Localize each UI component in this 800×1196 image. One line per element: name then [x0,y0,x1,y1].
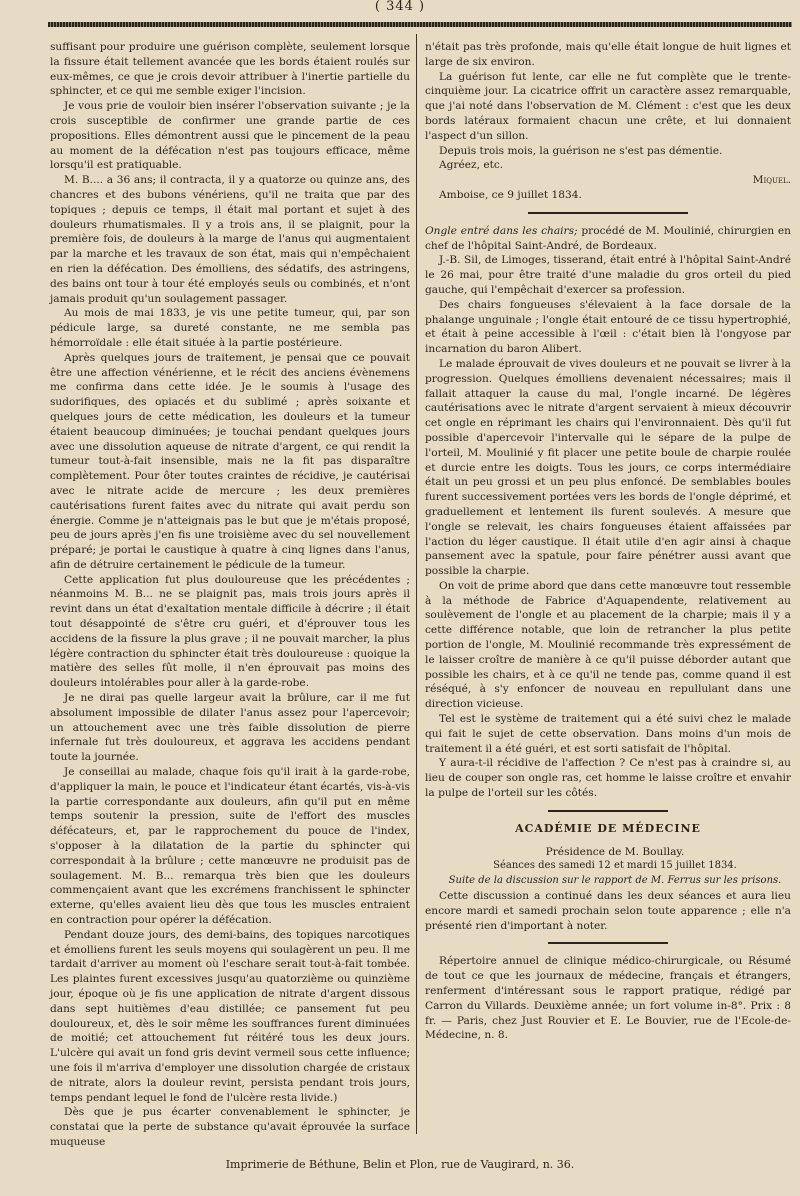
paragraph: Y aura-t-il récidive de l'affection ? Ce n'est pas à craindre si, au lieu de couper son ongle ras, cet homme le laisse croître et envahir la pulpe de l'orteil sur les côtés. [425,757,791,800]
paragraph: M. B.... a 36 ans; il contracta, il y a quatorze ou quinze ans, des chancres et des bubons vénériens, qu'il ne traita que par des topiques ; depuis ce temps, il était mal portant et sujet à des douleurs rhumatismales. Il y a trois ans, il se plaignit, pour la première fois, de douleurs à la marge de l'anus qui augmentaient par la marche et les travaux de son état, mais qui n'empêchaient en rien la défécation. Des émolliens, des sédatifs, des astringens, des bains ont tour à tour été employés seuls ou combinés, et n'ont jamais produit qu'un soulagement passager. [50,174,410,305]
column-divider [416,34,417,1134]
page-number: ( 344 ) [374,0,426,14]
paragraph: Pendant douze jours, des demi-bains, des topiques narcotiques et émolliens furent les seuls moyens qui soulagèrent un peu. Il me tardait d'arriver au moment où l'eschare serait tout-à-fait tombée. Les plaintes furent excessives jusqu'au quatorzième ou quinzième jour, époque où je fis une application de nitrate d'argent dissous dans sept huitièmes d'eau distillée; ce pansement fut peu douloureux, et, dès le soir même les souffrances furent diminuées de moitié; cet attouchement fut réitéré tous les deux jours. L'ulcère qui avait un fond gris devint vermeil sous cette influence; une fois il m'arriva d'employer une dissolution chargée de cristaux de nitrate, alors la douleur revint, persista pendant trois jours, temps pendant lequel le fond de l'ulcère resta livide.) [50,928,410,1104]
section-rule [528,212,688,214]
paragraph: Cette discussion a continué dans les deux séances et aura lieu encore mardi et samedi prochain selon toute apparence ; elle n'a présenté rien d'important à noter. [425,890,791,932]
printer-footer: Imprimerie de Béthune, Belin et Plon, rue de Vaugirard, n. 36. [225,1158,575,1171]
paragraph: suffisant pour produire une guérison complète, seulement lorsque la fissure était tellement avancée que les bords étaient roulés sur eux-mêmes, ce que je crois devoir attribuer à l'inertie partielle du sphincter, et ce qui me semble exiger l'incision. [50,41,410,98]
paragraph: Dès que je pus écarter convenablement le sphincter, je constatai que la perte de substance qu'avait éprouvée la surface muqueuse [50,1106,410,1148]
paragraph: Cette application fut plus douloureuse que les précédentes ; néanmoins M. B... ne se plaignit pas, mais trois jours après il revint dans un état d'exaltation mentale difficile à décrire ; il était tout désappointé de s'être cru guéri, et d'éprouver tous les accidens de la fissure la plus grave ; il ne pouvait marcher, la plus légère contraction du sphincter était très douloureuse : quoique la matière des selles fût molle, il n'en éprouvait pas moins des douleurs intolérables pour aller à la garde-robe. [50,573,410,690]
paragraph: La guérison fut lente, car elle ne fut complète que le trente-cinquième jour. La cicatrice offrit un caractère assez remarquable, que j'ai noté dans l'observation de M. Clément : c'est que les deux bords latéraux formaient chacun une crête, et lui donnaient l'aspect d'un sillon. [425,70,791,142]
paragraph: Tel est le système de traitement qui a été suivi chez le malade qui fait le sujet de cette observation. Dans moins d'un mois de traitement il a été guéri, et est sorti satisfait de l'hôpital. [425,713,791,755]
presidency: Présidence de M. Boullay. [545,845,685,858]
left-column [50,40,410,1150]
paragraph: Après quelques jours de traitement, je pensai que ce pouvait être une affection vénérienne, et le récit des anciens évènemens me confirma dans cette idée. Je le soumis à l'usage des sudorifiques, des opiacés et du sublimé ; après soixante et quelques jours de cette médication, les douleurs et la tumeur étaient beaucoup diminuées; je touchai pendant quelques jours avec une dissolution aqueuse de nitrate d'argent, ce qui rendit la tumeur tout-à-fait insensible, mais ne la fit pas disparaître complètement. Pour ôter toutes craintes de récidive, je cautérisai avec le nitrate acide de mercure ; les deux premières cautérisations furent faites avec du nitrate qui avait perdu son énergie. Comme je n'atteignais pas le but que je m'étais proposé, peu de jours après j'en fis une troisième avec du sel nouvellement préparé; je portai le caustique à quatre à cinq lignes dans l'anus, afin de détruire certainement le pédicule de la tumeur. [50,351,410,571]
paragraph: Au mois de mai 1833, je vis une petite tumeur, qui, par son pédicule large, sa dureté constante, ne me sembla pas hémorroïdale : elle était située à la partie postérieure. [50,307,410,349]
paragraph: Je conseillai au malade, chaque fois qu'il irait à la garde-robe, d'appliquer la main, le pouce et l'indicateur étant écartés, vis-à-vis la partie correspondante aux douleurs, afin qu'il put en même temps soutenir la pression, suite de l'effort des muscles défécateurs, et, par le rapprochement du pouce de l'index, s'opposer à la dilatation de la partie du sphincter qui correspondait à la brûlure ; cette manœuvre ne produisit pas de soulagement. M. B... remarqua très bien que les douleurs commençaient avant que les excrémens franchissent le sphincter externe, qu'elles avaient lieu dès que tous les muscles entraient en contraction pour opérer la défécation. [50,766,410,927]
paragraph: On voit de prime abord que dans cette manœuvre tout ressemble à la méthode de Fabrice d'Aquapendente, relativement au soulèvement de l'ongle et au placement de la charpie; mais il y a cette différence notable, que loin de retrancher la plus petite portion de l'ongle, M. Moulinié recommande très expressément de le laisser croître de manière à ce qu'il puisse déborder autant que possible les chairs, et à ce qu'il ne tende pas, comme quand il est réséqué, à s'y enfoncer de nouveau en repullulant dans une direction vicieuse. [425,579,791,711]
paragraph: Agréez, etc. [439,159,504,172]
article-title [425,224,791,254]
paragraph: J.-B. Sil, de Limoges, tisserand, était entré à l'hôpital Saint-André le 26 mai, pour être traité d'une maladie du gros orteil du pied gauche, qui l'empêchait d'exercer sa profession. [425,254,791,296]
book-notice: Répertoire annuel de clinique médico-chirurgicale, ou Résumé de tout ce que les journaux de médecine, français et étrangers, renferment d'intéressant sous le rapport pratique, rédigé par Carron du Villards. Deuxième année; un fort volume in-8°. Prix : 8 fr. — Paris, chez Just Rouvier et E. Le Bouvier, rue de l'Ecole-de-Médecine, n. 8. [425,955,791,1042]
right-column [425,40,791,1043]
academy-heading: ACADÉMIE DE MÉDECINE [515,821,701,835]
paragraph: Le malade éprouvait de vives douleurs et ne pouvait se livrer à la progression. Quelques émolliens devenaient nécessaires; mais il fallait attaquer la cause du mal, l'ongle incarné. De légères cautérisations avec le nitrate d'argent servaient à mieux découvrir cet ongle en réprimant les chairs qui l'environnaient. Dès qu'il fut possible d'apercevoir l'intervalle qui le sépare de la pulpe de l'orteil, M. Moulinié y fit placer une petite boule de charpie roulée et durcie entre les doigts. Tous les jours, ce corps intermédiaire était un peu grossi et un peu plus enfoncé. De semblables boules furent successivement portées vers les bords de l'ongle déprimé, et graduellement et lentement ils furent soulevés. A mesure que l'ongle se relevait, les chairs fongueuses étaient affaissées par l'action du léger caustique. Il était utile d'en agir ainsi à chaque pansement avec la spatule, pour faire pénétrer aussi avant que possible la charpie. [425,357,791,578]
paragraph: Depuis trois mois, la guérison ne s'est pas démentie. [439,144,723,157]
section-rule [548,942,668,944]
article-title-italic: Ongle entré dans les chairs; [425,224,578,237]
paragraph: n'était pas très profonde, mais qu'elle était longue de huit lignes et large de six environ. [425,41,791,68]
section-rule [548,810,668,812]
paragraph: Je ne dirai pas quelle largeur avait la brûlure, car il me fut absolument impossible de dilater l'anus assez pour l'apercevoir; un attouchement avec une très faible dissolution de pierre infernale fut très douloureux, et aggrava les accidens pendant toute la journée. [50,692,410,764]
signature: Miquel. [752,174,791,187]
dateline: Amboise, ce 9 juillet 1834. [439,188,582,201]
sessions-line: Séances des samedi 12 et mardi 15 juillet 1834. [493,860,737,872]
discussion-title: Suite de la discussion sur le rapport de M. Ferrus sur les prisons. [448,875,782,887]
header-rule [48,22,792,27]
article-title-rest: procédé de M. Moulinié, chirurgien en chef de l'hôpital Saint-André, de Bordeaux. [425,224,792,252]
paragraph: Je vous prie de vouloir bien insérer l'observation suivante ; je la crois susceptible de confirmer une grande partie de ces propositions. Elles démontrent aussi que le pincement de la peau au moment de la défécation n'est pas toujours efficace, même lorsqu'il est pratiquable. [50,100,410,172]
paragraph: Des chairs fongueuses s'élevaient à la face dorsale de la phalange unguinale ; l'ongle était entouré de ce tissu hypertrophié, et était à peine accessible à l'œil : c'était bien là l'ongyose par incarnation du baron Alibert. [425,298,791,356]
